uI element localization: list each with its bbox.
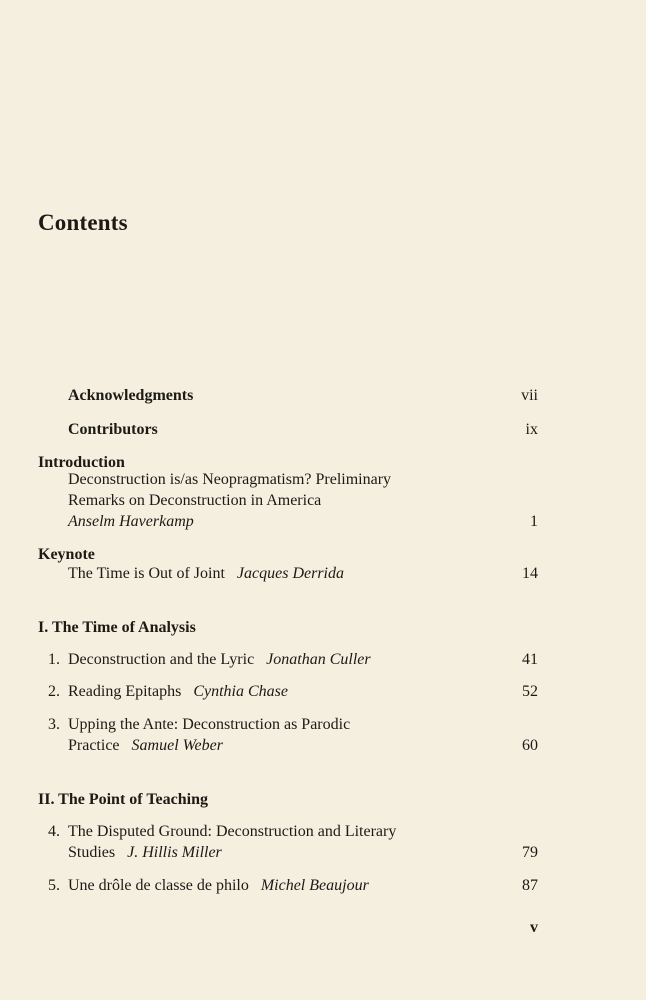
page-title: Contents: [38, 210, 128, 235]
toc-page-number: 1: [530, 513, 538, 530]
toc-page-number: 60: [522, 737, 538, 754]
toc-entry-title-line2: Remarks on Deconstruction in America: [68, 492, 322, 509]
toc-page-number: 79: [522, 844, 538, 861]
toc-entry-title-line2: Studies: [68, 844, 116, 861]
toc-entry-title: The Time is Out of Joint: [68, 565, 225, 582]
toc-page-number: 41: [522, 651, 538, 668]
toc-entry-title-line1: Upping the Ante: Deconstruction as Parodic: [68, 716, 351, 733]
toc-entry-author: Jacques Derrida: [236, 565, 344, 582]
toc-entry-number: 5.: [48, 877, 60, 894]
toc-entry-number: 1.: [48, 651, 60, 668]
toc-entry-author: Anselm Haverkamp: [68, 513, 194, 530]
toc-page-number: 87: [522, 877, 538, 894]
toc-entry-title-line2: Practice: [68, 737, 120, 754]
toc-page-number: ix: [525, 421, 538, 438]
toc-entry-label: Contributors: [68, 421, 158, 438]
toc-entry-number: 3.: [48, 716, 60, 733]
page-folio: v: [530, 919, 538, 936]
toc-entry-title-line1: Deconstruction is/as Neopragmatism? Preliminary: [68, 471, 392, 488]
toc-entry-author: Cynthia Chase: [193, 683, 288, 700]
toc-entry-number: 4.: [48, 823, 60, 840]
toc-page-number: 52: [522, 683, 538, 700]
toc-entry-title: Une drôle de classe de philo: [68, 877, 249, 894]
toc-page-number: vii: [521, 387, 538, 404]
section-heading-label: Introduction: [38, 454, 125, 471]
toc-entry-author: Jonathan Culler: [266, 651, 371, 668]
toc-entry-title: Deconstruction and the Lyric: [68, 651, 255, 668]
toc-entry-label: Acknowledgments: [68, 387, 194, 404]
part-heading-label: II. The Point of Teaching: [38, 791, 208, 808]
toc-entry-title: Reading Epitaphs: [68, 683, 182, 700]
part-heading-label: I. The Time of Analysis: [38, 619, 196, 636]
section-heading-label: Keynote: [38, 546, 95, 563]
toc-entry-author: J. Hillis Miller: [127, 844, 222, 861]
toc-entry-title-line1: The Disputed Ground: Deconstruction and Literary: [68, 823, 397, 840]
toc-entry-author: Samuel Weber: [131, 737, 223, 754]
toc-entry-author: Michel Beaujour: [260, 877, 369, 894]
toc-page-number: 14: [522, 565, 538, 582]
toc-entry-number: 2.: [48, 683, 60, 700]
